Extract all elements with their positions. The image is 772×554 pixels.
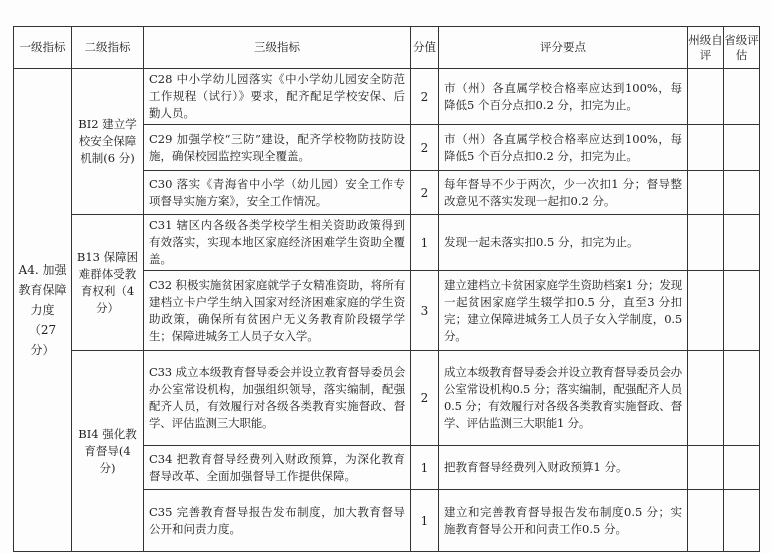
header-province-eval: 省级评估 xyxy=(724,27,760,69)
criteria-cell xyxy=(439,69,688,125)
prefecture-eval-cell[interactable] xyxy=(688,69,724,125)
criteria-text: 成立本级教育督导委会并设立教育督导委员会办公室常设机构0.5 分；落实编制，配强配齐人员0.5 分；有效履行对各级各类教育实施督政、督学、评估监测三大职能1 分。 xyxy=(444,365,682,430)
level2-cell-disadvantaged xyxy=(72,215,144,351)
header-level2: 二级指标 xyxy=(72,27,144,69)
prefecture-eval-cell[interactable] xyxy=(688,446,724,490)
criteria-text: 发现一起未落实扣0.5 分，扣完为止。 xyxy=(444,235,639,249)
indicator-cell xyxy=(144,215,411,271)
criteria-text: 建立建档立卡贫困家庭学生资助档案1 分；发现一起贫困家庭学生辍学扣0.5 分，直至3 分扣完；建立保障进城务工人员子女入学制度，0.5 分。 xyxy=(444,277,682,343)
evaluation-table xyxy=(13,26,760,552)
header-score: 分值 xyxy=(411,27,439,69)
criteria-text: 市（州）各直属学校合格率应达到100%，每降低5 个百分点扣0.2 分，扣完为止。 xyxy=(444,131,682,163)
indicator-cell xyxy=(144,271,411,351)
level2-label-disadvantaged: B13 保障困难群体受教育权利（4 分） xyxy=(76,249,139,315)
criteria-cell xyxy=(439,215,688,271)
header-level1: 一级指标 xyxy=(14,27,72,69)
criteria-cell xyxy=(439,171,688,215)
header-row xyxy=(14,27,760,69)
province-eval-cell[interactable] xyxy=(724,69,760,125)
prefecture-eval-cell[interactable] xyxy=(688,215,724,271)
level2-cell-supervision xyxy=(72,351,144,552)
prefecture-eval-cell[interactable] xyxy=(688,171,724,215)
indicator-text: C33 成立本级教育督导委会并设立教育督导委员会办公室常设机构，加强组织领导，落实编制，配强配齐人员，有效履行对各级各类教育实施督政、督学、评估监测三大职能。 xyxy=(149,365,405,430)
criteria-cell xyxy=(439,351,688,446)
score-cell: 2 xyxy=(411,351,439,446)
indicator-cell xyxy=(144,490,411,552)
prefecture-eval-cell[interactable] xyxy=(688,351,724,446)
table-row-c28 xyxy=(14,69,760,125)
indicator-text: C34 把教育督导经费列入财政预算，为深化教育督导改革、全面加强督导工作提供保障。 xyxy=(149,451,405,483)
score-cell: 3 xyxy=(411,271,439,351)
indicator-cell xyxy=(144,69,411,125)
province-eval-cell[interactable] xyxy=(724,171,760,215)
province-eval-cell[interactable] xyxy=(724,271,760,351)
indicator-text: C35 完善教育督导报告发布制度，加大教育督导公开和问责力度。 xyxy=(149,504,405,536)
criteria-text: 市（州）各直属学校合格率应达到100%，每降低5 个百分点扣0.2 分，扣完为止。 xyxy=(444,80,682,112)
indicator-text: C29 加强学校“三防”建设，配齐学校物防技防设施，确保校园监控实现全覆盖。 xyxy=(149,131,405,163)
indicator-cell xyxy=(144,125,411,171)
level1-cell xyxy=(14,69,72,552)
indicator-cell xyxy=(144,171,411,215)
level2-cell-safety xyxy=(72,69,144,215)
indicator-text: C30 落实《青海省中小学（幼儿园）安全工作专项督导实施方案》，安全工作情况。 xyxy=(149,176,405,208)
indicator-cell xyxy=(144,446,411,490)
level1-label: A4. 加强教育保障力度（27 分） xyxy=(18,263,67,357)
score-cell: 1 xyxy=(411,215,439,271)
province-eval-cell[interactable] xyxy=(724,446,760,490)
criteria-cell xyxy=(439,271,688,351)
indicator-cell xyxy=(144,351,411,446)
score-cell: 1 xyxy=(411,490,439,552)
criteria-text: 建立和完善教育督导报告发布制度0.5 分；实施教育督导公开和问责工作0.5 分。 xyxy=(444,504,682,536)
province-eval-cell[interactable] xyxy=(724,125,760,171)
criteria-cell xyxy=(439,446,688,490)
table-row-c33 xyxy=(14,351,760,446)
indicator-text: C32 积极实施贫困家庭就学子女精准资助，将所有建档立卡户学生纳入国家对经济困难家庭的学生资助政策，确保所有贫困户无义务教育阶段辍学学生；保障进城务工人员子女入学。 xyxy=(149,277,405,343)
header-level3: 三级指标 xyxy=(144,27,411,69)
prefecture-eval-cell[interactable] xyxy=(688,271,724,351)
prefecture-eval-cell[interactable] xyxy=(688,125,724,171)
level2-label-safety: BI2 建立学校安全保障机制(6 分) xyxy=(78,117,137,165)
score-cell: 1 xyxy=(411,446,439,490)
table-row-c31 xyxy=(14,215,760,271)
prefecture-eval-cell[interactable] xyxy=(688,490,724,552)
score-cell: 2 xyxy=(411,69,439,125)
indicator-text: C28 中小学幼儿园落实《中小学幼儿园安全防范工作规程（试行）》要求，配齐配足学校安保、后勤人员。 xyxy=(149,72,405,120)
province-eval-cell[interactable] xyxy=(724,351,760,446)
score-cell: 2 xyxy=(411,125,439,171)
criteria-cell xyxy=(439,490,688,552)
province-eval-cell[interactable] xyxy=(724,490,760,552)
level2-label-supervision: BI4 强化教育督导(4 分) xyxy=(78,426,137,475)
indicator-text: C31 辖区内各级各类学校学生相关资助政策得到有效落实，实现本地区家庭经济困难学生资助全覆盖。 xyxy=(149,218,405,266)
province-eval-cell[interactable] xyxy=(724,215,760,271)
score-cell: 2 xyxy=(411,171,439,215)
header-criteria: 评分要点 xyxy=(439,27,688,69)
criteria-cell xyxy=(439,125,688,171)
criteria-text: 每年督导不少于两次，少一次扣1 分；督导整改意见不落实发现一起扣0.2 分。 xyxy=(444,176,682,208)
criteria-text: 把教育督导经费列入财政预算1 分。 xyxy=(444,460,628,474)
header-prefecture-self-eval: 州级自评 xyxy=(688,27,724,69)
